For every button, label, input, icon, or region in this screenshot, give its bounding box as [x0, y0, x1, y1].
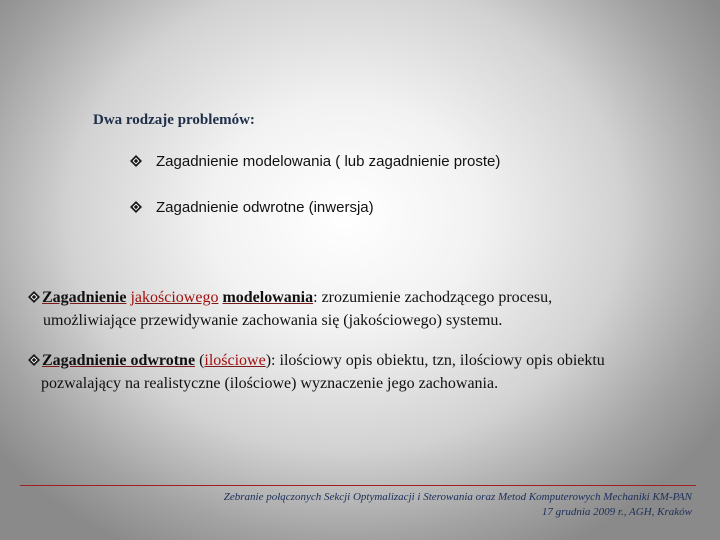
bullet-item-direct: [130, 153, 500, 170]
bullet-text: Zagadnienie odwrotne (inwersja): [156, 199, 374, 216]
term-jakosciowego: jakościowego: [130, 289, 219, 306]
slide-heading: Dwa rodzaje problemów:: [93, 112, 255, 128]
bullet-item-inverse: [130, 199, 374, 216]
footer-event-line: Zebranie połączonych Sekcji Optymalizacji i Sterowania oraz Metod Komputerowych Mechaniki KM-PAN: [223, 491, 692, 503]
paragraph-qualitative-modeling: [28, 286, 552, 332]
para1-text-line1: : zrozumienie zachodzącego procesu,: [313, 289, 553, 306]
footer-divider: [20, 485, 696, 486]
diamond-bullet-icon: [130, 201, 142, 213]
paragraph-inverse-problem: [28, 349, 605, 395]
diamond-bullet-icon: [130, 155, 142, 167]
footer-date-line: 17 grudnia 2009 r., AGH, Kraków: [541, 506, 692, 518]
para2-text-line2: pozwalający na realistyczne (ilościowe) wyznaczenie jego zachowania.: [41, 375, 499, 392]
term-zagadnienie: Zagadnienie: [42, 289, 127, 306]
bullet-text: Zagadnienie modelowania ( lub zagadnienie proste): [156, 153, 501, 170]
term-ilosciowe: ilościowe: [204, 352, 266, 369]
diamond-bullet-icon: [28, 291, 40, 303]
term-zagadnienie-odwrotne: Zagadnienie odwrotne: [42, 352, 196, 369]
para2-open-paren: (: [195, 352, 205, 369]
para2-text-line1: ): ilościowy opis obiektu, tzn, ilościowy opis obiektu: [265, 352, 605, 369]
diamond-bullet-icon: [28, 354, 40, 366]
term-modelowania: modelowania: [222, 289, 314, 306]
para1-text-line2: umożliwiające przewidywanie zachowania się (jakościowego) systemu.: [43, 312, 503, 329]
